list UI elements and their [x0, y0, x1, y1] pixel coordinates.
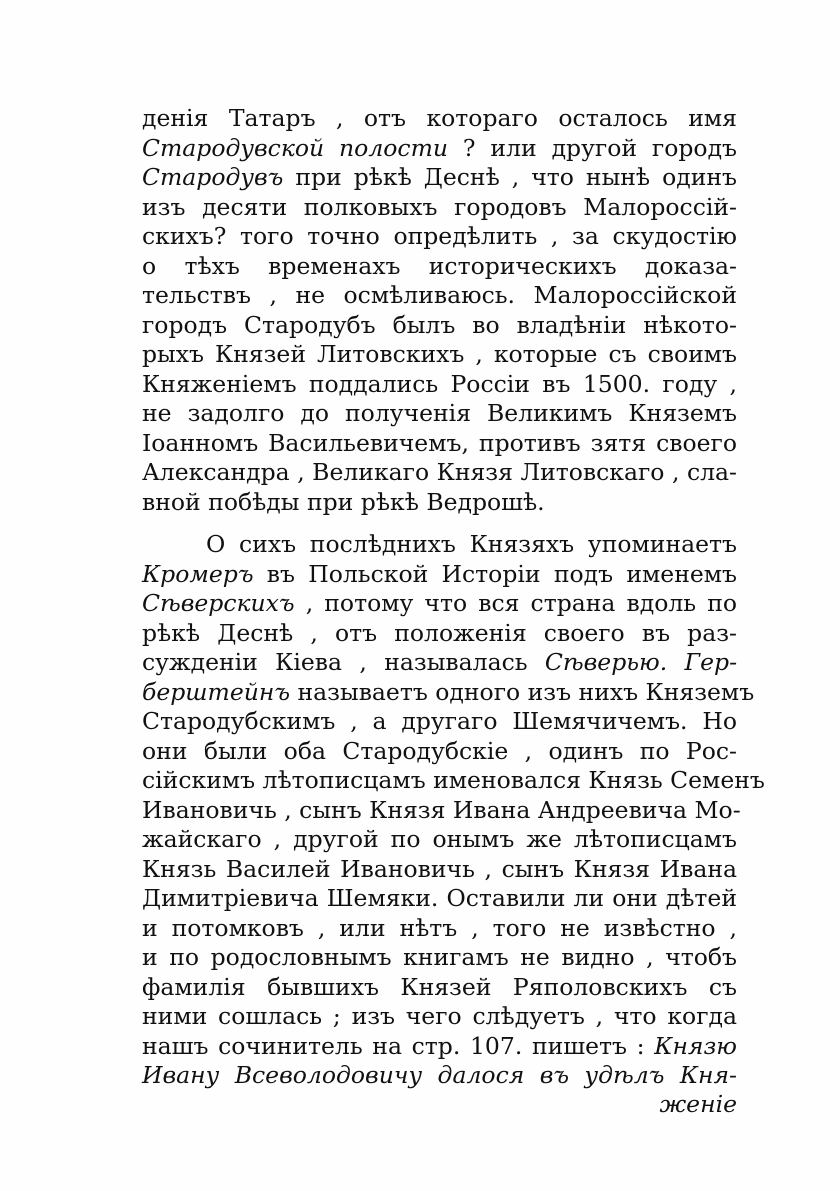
text-line [142, 1032, 737, 1062]
text-line [142, 914, 737, 944]
text-line [142, 855, 737, 885]
text-line [142, 222, 737, 252]
text-line [142, 252, 737, 282]
text-segment: тельствъ , не осмѣливаюсь. Малороссійской [142, 281, 737, 309]
catchword: женіе [659, 1090, 737, 1118]
text-line [142, 399, 737, 429]
text-segment: ними сошлась ; изъ чего слѣдуетъ , что когда [142, 1002, 737, 1030]
text-line [142, 1061, 737, 1091]
text-segment: въ Польской Исторіи подъ именемъ [253, 559, 737, 588]
italic-segment: Стародувской полости [142, 133, 449, 162]
italic-segment: Ивану Всеволодовичу далося въ удѣлъ Кня- [142, 1061, 737, 1089]
text-segment: и по родословнымъ книгамъ не видно , чтобъ [142, 943, 737, 971]
text-segment: Ивановичь , сынъ Князя Ивана Андреевича Мо- [142, 795, 741, 824]
text-line [142, 488, 737, 518]
text-segment: при рѣкѣ Деснѣ , что нынѣ одинъ [283, 163, 737, 191]
text-segment: рыхъ Князей Литовскихъ , которые съ своимъ [142, 340, 737, 368]
text-segment: рѣкѣ Деснѣ , отъ положенія своего въ раз- [142, 618, 737, 647]
text-line [142, 104, 737, 134]
text-segment: жайскаго , другой по онымъ же лѣтописцамъ [142, 825, 737, 853]
text-segment: называетъ одного изъ нихъ Княземъ [290, 677, 755, 706]
text-line [142, 795, 741, 826]
text-segment: Димитріевича Шемяки. Оставили ли они дѣтей [142, 884, 737, 912]
text-segment: вной побѣды при рѣкѣ Ведрошѣ. [142, 487, 545, 516]
text-line [142, 560, 737, 590]
text-line [142, 163, 737, 193]
text-segment: сійскимъ лѣтописцамъ именовался Князь Семенъ [142, 766, 765, 794]
text-segment: фамилія бывшихъ Князей Ряполовскихъ съ [142, 972, 737, 1001]
text-segment: Князь Василей Ивановичь , сынъ Князя Ивана [142, 854, 737, 883]
text-line [142, 648, 737, 678]
text-line [142, 943, 737, 973]
catchword-row [142, 1090, 737, 1120]
text-line [142, 884, 737, 914]
italic-segment: Кромеръ [142, 559, 254, 588]
text-segment: нашъ сочинитель на стр. 107. пишетъ : [142, 1031, 655, 1060]
text-line [142, 530, 737, 560]
text-segment: о тѣхъ временахъ историческихъ доказа- [142, 251, 737, 280]
text-segment: Стародубскимъ , а другаго Шемячичемъ. Но [142, 707, 737, 735]
text-segment: Александра , Великаго Князя Литовскаго , сла- [142, 458, 737, 486]
text-line [142, 281, 737, 311]
text-segment: изъ десяти полковыхъ городовъ Малороссій- [142, 192, 737, 221]
text-line [142, 766, 765, 796]
text-line [142, 737, 737, 767]
text-line [142, 134, 737, 164]
text-line [142, 1002, 737, 1032]
text-segment: городъ Стародубъ былъ во владѣніи нѣкото- [142, 310, 737, 339]
text-line [142, 193, 737, 223]
text-segment: денія Татаръ , отъ котораго осталось имя [142, 104, 737, 132]
text-segment: они были оба Стародубскіе , одинъ по Рос- [142, 736, 737, 765]
italic-segment: Стародувъ [142, 163, 284, 191]
text-segment: , потому что вся страна вдоль по [294, 589, 737, 617]
text-line [142, 311, 737, 341]
text-segment: и потомковъ , или нѣтъ , того не извѣстно , [142, 913, 737, 942]
text-line [142, 340, 737, 370]
paragraph-1 [142, 104, 737, 517]
text-segment: скихъ? того точно опредѣлить , за скудостію [142, 222, 737, 250]
italic-segment: Князю [654, 1031, 737, 1060]
paragraph-2 [142, 530, 765, 1091]
text-segment: О сихъ послѣднихъ Князяхъ упоминаетъ [206, 530, 737, 558]
text-line [142, 973, 737, 1003]
text-line [142, 619, 737, 649]
text-line [142, 589, 737, 619]
text-line [142, 429, 737, 459]
text-segment: Княженіемъ поддались Россіи въ 1500. году , [142, 369, 737, 398]
text-segment: ? или другой городъ [448, 133, 738, 162]
italic-segment: берштейнъ [142, 677, 291, 706]
text-line [142, 677, 755, 708]
italic-segment: Сѣверью. Гер- [544, 648, 738, 676]
text-line [142, 370, 737, 400]
text-line [142, 458, 737, 488]
text-line [142, 707, 737, 737]
text-segment: сужденіи Кіева , называлась [142, 648, 545, 676]
text-segment: не задолго до полученія Великимъ Княземъ [142, 399, 737, 427]
italic-segment: Сѣверскихъ [142, 589, 295, 617]
text-segment: Іоанномъ Васильевичемъ, противъ зятя своего [142, 428, 737, 457]
text-line [142, 825, 737, 855]
